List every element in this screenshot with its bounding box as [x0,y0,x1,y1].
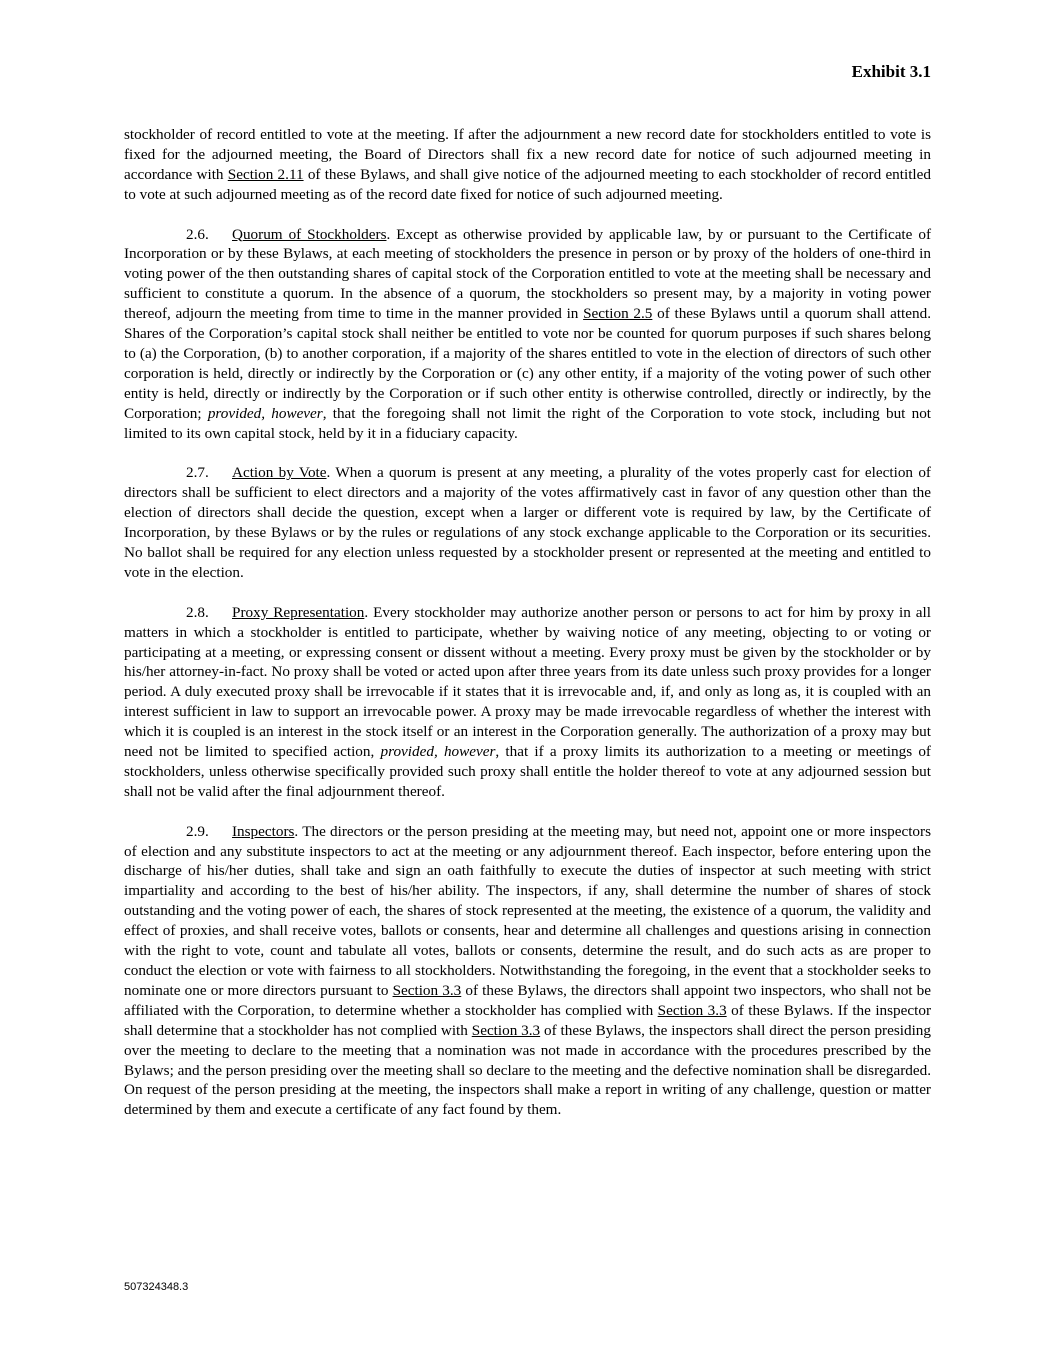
continuation-paragraph [124,125,931,205]
section-number: 2.8. [186,603,209,621]
italic-phrase: provided, however [380,743,496,761]
italic-phrase: provided, however [207,404,323,422]
section-2-6-paragraph [124,225,931,444]
section-number: 2.7. [186,464,209,482]
section-number: 2.9. [186,822,209,840]
text-run: , that if a proxy limits its authorization to a meeting or meetings of stockholders, unless otherwise specifically provided such proxy shall entitle the holder thereof to vote at any adjourned session but shall not be valid after the final adjournment thereof. [124,743,931,800]
section-reference: Section 2.11 [227,165,304,183]
text-run: of these Bylaws, and shall give notice of the adjourned meeting to each stockholder of record entitled to vote at such adjourned meeting as of the record date fixed for notice of such adjourned meeting. [124,165,931,203]
text-run: . The directors or the person presiding at the meeting may, but need not, appoint one or more inspectors of election and any substitute inspectors to act at the meeting or any adjournment thereof. Each inspector, before entering upon the discharge of his/her duties, shall take and sign an oath faithfully to execute the duties of inspector at such meeting with strict impartiality and according to the best of his/her ability. The inspectors, if any, shall determine the number of shares of stock outstanding and the voting power of each, the shares of stock represented at the meeting, the existence of a quorum, the validity and effect of proxies, and shall receive votes, ballots or consents, hear and determine all challenges and questions arising in connection with the right to vote, count and tabulate all votes, ballots or consents, determine the result, and do such acts as are proper to conduct the election or vote with fairness to all stockholders. Notwithstanding the foregoing, in the event that a stockholder seeks to nominate one or more directors pursuant to [124,822,931,999]
text-run: of these Bylaws until a quorum shall attend. Shares of the Corporation’s capital stock shall neither be entitled to vote nor be counted for quorum purposes if such shares belong to (a) the Corporation, (b) to another corporation, if a majority of the shares entitled to vote in the election of directors of such other corporation is held, directly or indirectly by the Corporation or (c) any other entity, if a majority of the voting power of such other entity is held, directly or indirectly by the Corporation or if such other entity is otherwise controlled, directly or indirectly, by the Corporation; [124,305,932,422]
section-heading: Action by Vote [232,464,327,482]
bylaws-body [124,125,931,1140]
section-reference: Section 3.3 [392,981,462,999]
exhibit-label: Exhibit 3.1 [851,62,931,81]
section-heading: Inspectors [232,822,295,840]
text-run: . Except as otherwise provided by applicable law, by or pursuant to the Certificate of Incorporation or by these Bylaws, at each meeting of stockholders the presence in person or by proxy of the holders of one-third in voting power of the then outstanding shares of capital stock of the Corporation entitled to vote at the meeting shall be necessary and sufficient to constitute a quorum. In the absence of a quorum, the stockholders so present may, by a majority in voting power thereof, adjourn the meeting from time to time in the manner provided in [124,225,931,323]
text-run: . Every stockholder may authorize another person or persons to act for him by proxy in all matters in which a stockholder is entitled to participate, whether by waiving notice of any meeting, objecting to or voting or participating at a meeting, or expressing consent or dissent without a meeting. Every proxy must be given by the stockholder or by his/her attorney-in-fact. No proxy shall be voted or acted upon after three years from its date unless such proxy provides for a longer period. A duly executed proxy shall be irrevocable if it states that it is irrevocable and, if, and only as long as, it is coupled with an interest sufficient in law to support an irrevocable power. A proxy may be made irrevocable regardless of whether the interest with which it is coupled is an interest in the stock itself or an interest in the Corporation generally. The authorization of a proxy may but need not be limited to specified action, [124,603,931,761]
section-heading: Quorum of Stockholders [232,225,387,243]
section-heading: Proxy Representation [232,603,365,621]
section-reference: Section 2.5 [583,305,653,323]
text-run: . When a quorum is present at any meeting, a plurality of the votes properly cast for election of directors shall be sufficient to elect directors and a majority of the votes affirmatively cast in favor of any question other than the election of directors shall decide the question, except when a larger or different vote is required by law, by the Certificate of Incorporation, by these Bylaws or by the rules or regulations of any stock exchange applicable to the Corporation or its securities. No ballot shall be required for any election unless requested by a stockholder present or represented at the meeting and entitled to vote in the election. [124,464,931,581]
section-reference: Section 3.3 [657,1001,727,1019]
text-run: of these Bylaws. If the inspector shall determine that a stockholder has not complied with [124,1001,932,1039]
section-2-8-paragraph [124,603,931,802]
text-run: of these Bylaws, the directors shall appoint two inspectors, who shall not be affiliated with the Corporation, to determine whether a stockholder has complied with [124,981,931,1019]
section-reference: Section 3.3 [471,1021,541,1039]
text-run: of these Bylaws, the inspectors shall direct the person presiding over the meeting to declare to the meeting that a nomination was not made in accordance with the procedures prescribed by the Bylaws; and the person presiding over the meeting shall so declare to the meeting and the defective nomination shall be disregarded. On request of the person presiding at the meeting, the inspectors shall make a report in writing of any challenge, question or matter determined by them and execute a certificate of any fact found by them. [124,1021,931,1119]
text-run: stockholder of record entitled to vote at the meeting. If after the adjournment a new record date for stockholders entitled to vote is fixed for the adjourned meeting, the Board of Directors shall fix a new record date for notice of such adjourned meeting in accordance with [124,126,931,183]
section-number: 2.6. [186,225,209,243]
section-2-9-paragraph [124,822,931,1121]
text-run: , that the foregoing shall not limit the right of the Corporation to vote stock, including but not limited to its own capital stock, held by it in a fiduciary capacity. [124,404,932,442]
section-2-7-paragraph [124,463,931,582]
document-id-footer: 507324348.3 [124,1281,189,1293]
